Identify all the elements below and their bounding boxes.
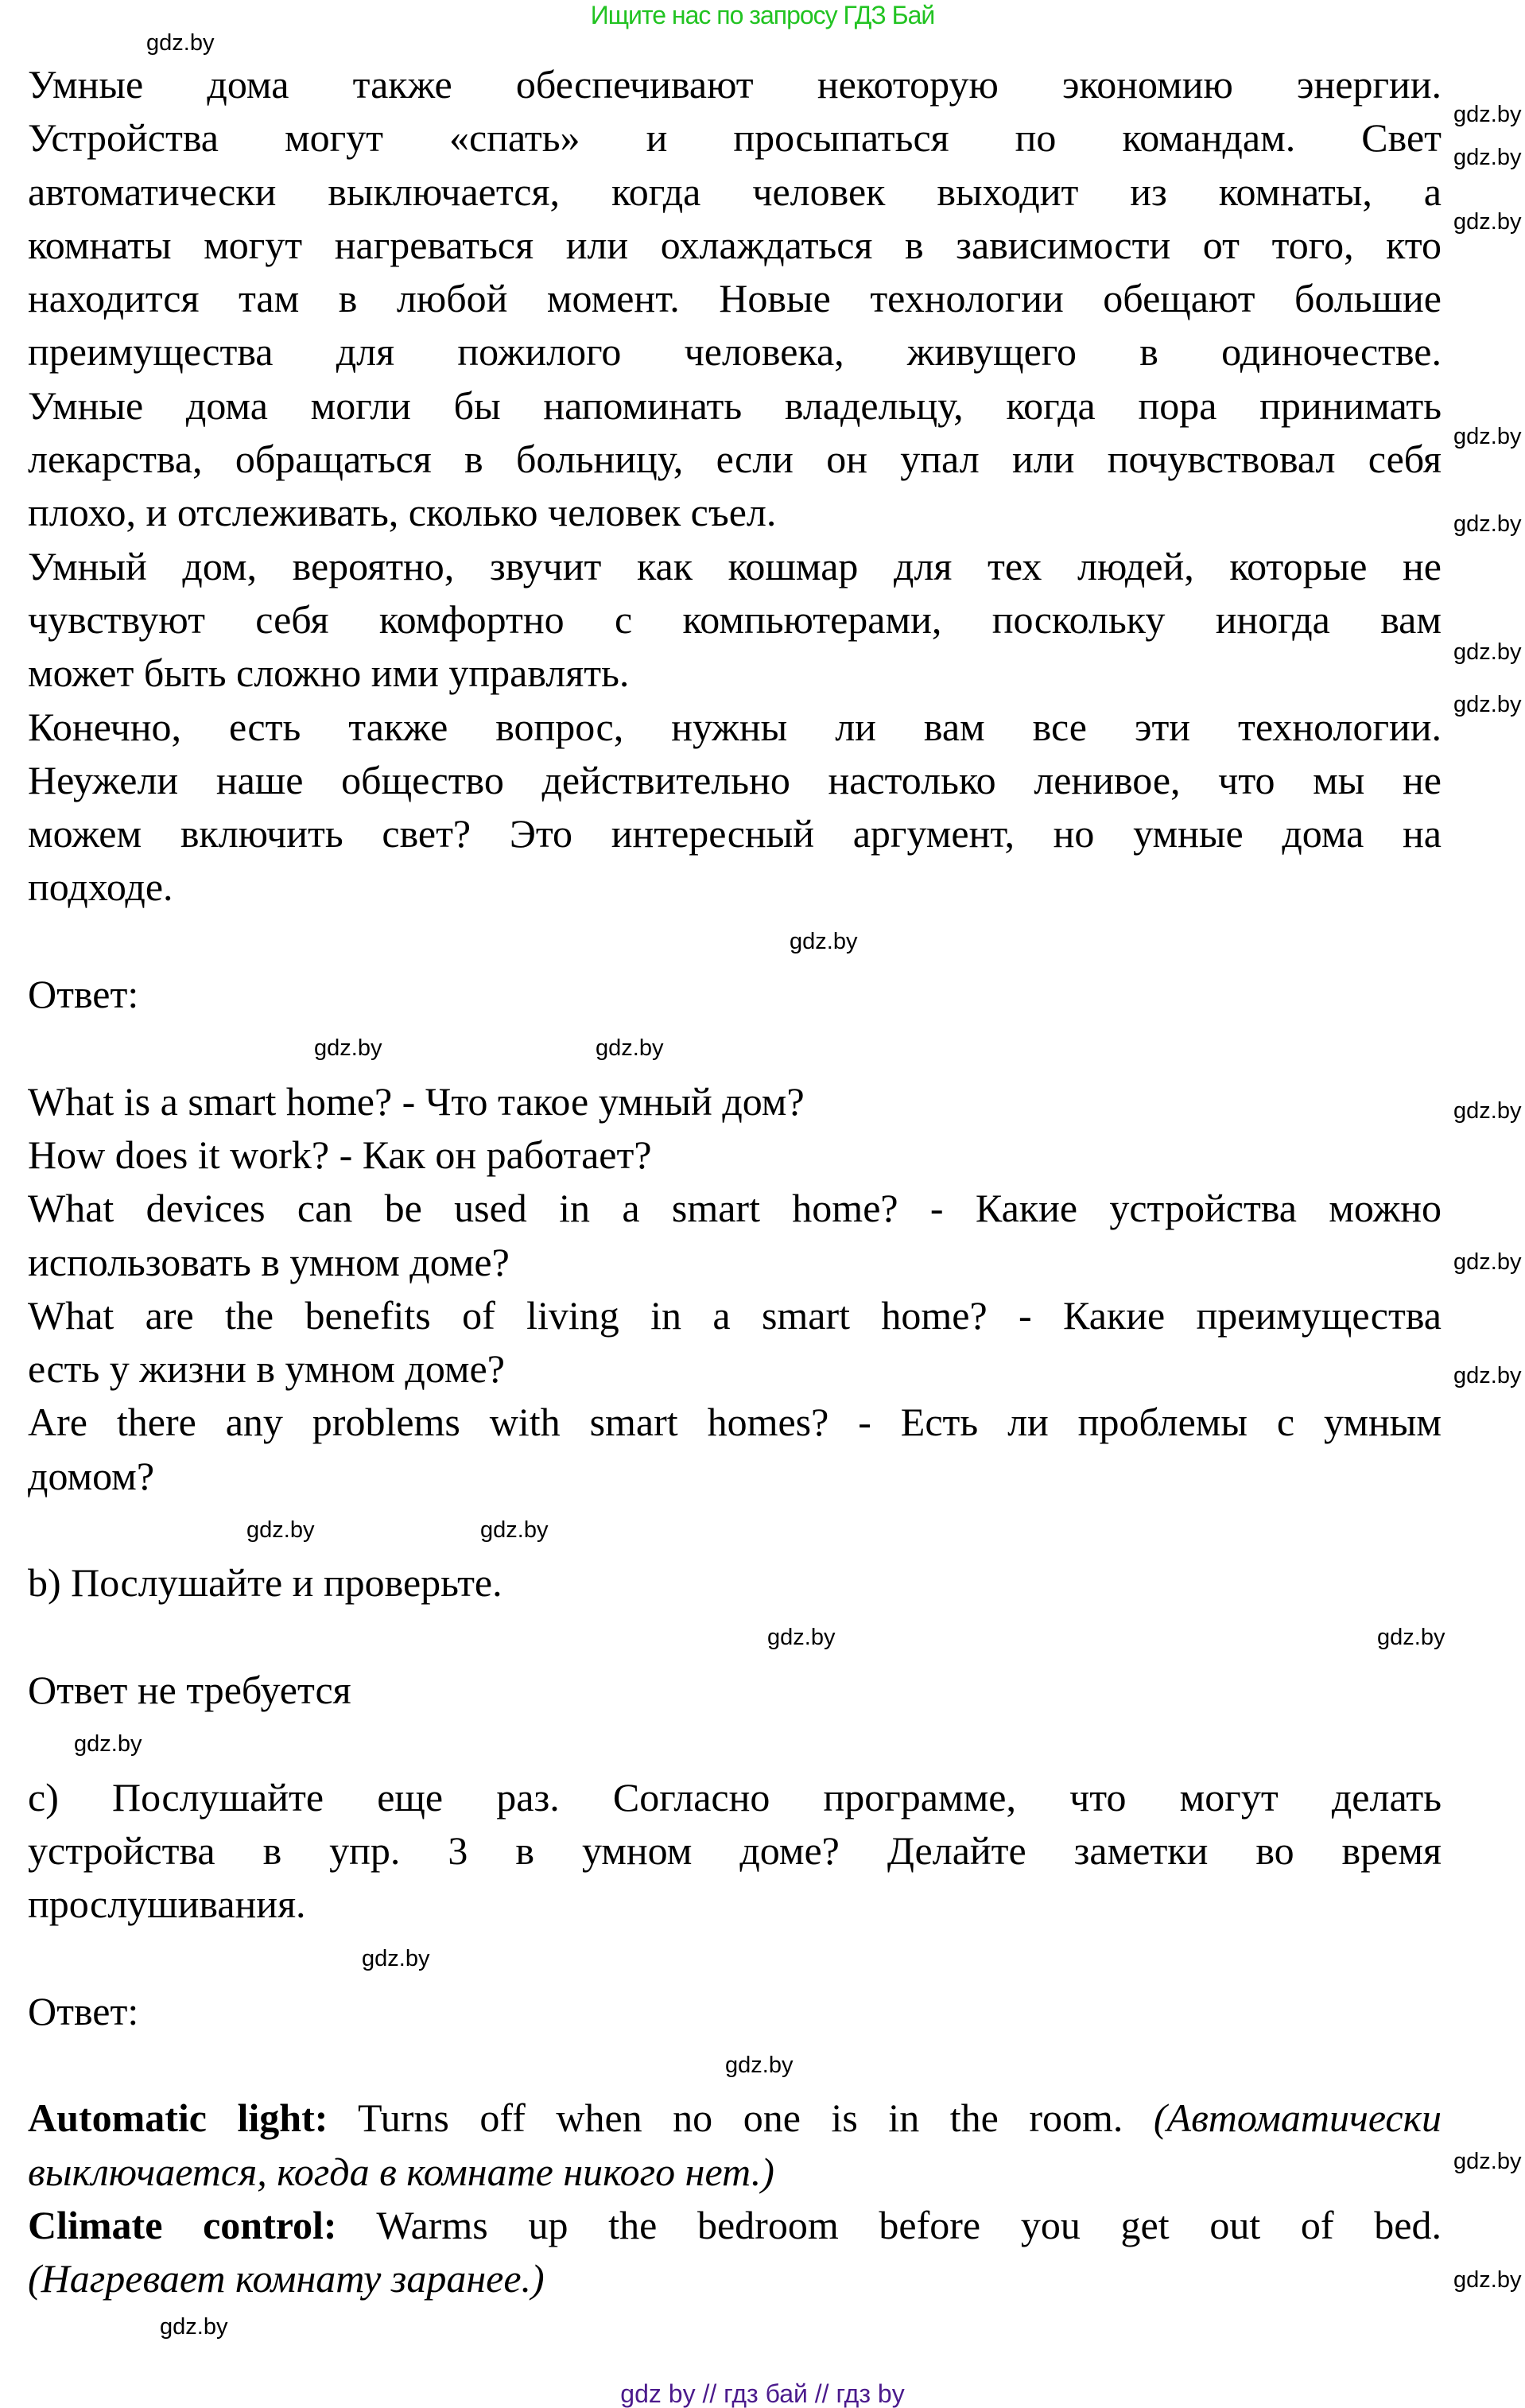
text-segment: How does it work? - Как он работает? [28, 1132, 652, 1177]
watermark-text: gdz.by [1453, 2149, 1522, 2174]
watermark-text: gdz.by [767, 1625, 836, 1650]
text-line [28, 2091, 1442, 2145]
text-line [28, 2199, 1442, 2252]
italic-translation: (Нагревает комнату заранее.) [28, 2256, 545, 2301]
text-line [28, 807, 1442, 860]
watermark-text: gdz.by [146, 30, 215, 56]
text-line [28, 379, 1442, 433]
text-line [28, 968, 1442, 1021]
text-line [28, 2146, 1442, 2199]
text-line [28, 111, 1442, 165]
watermark-text: gdz.by [246, 1517, 315, 1543]
italic-translation: (Автоматически [1153, 2095, 1442, 2141]
text-segment: есть у жизни в умном доме? [28, 1346, 505, 1392]
watermark-text: gdz.by [1453, 2267, 1522, 2293]
text-segment: может быть сложно ими управлять. [28, 651, 630, 696]
text-segment: Ответ: [28, 972, 139, 1017]
text-segment: What are the benefits of living in a smart home? - Какие преимущества [28, 1292, 1442, 1338]
text-line [28, 593, 1442, 647]
text-segment: Умные дома могли бы напоминать владельцу, когда пора принимать [28, 383, 1442, 428]
text-line [28, 58, 1442, 111]
text-line [28, 272, 1442, 325]
search-hint-header[interactable]: Ищите нас по запросу ГДЗ Бай [590, 1, 935, 29]
blank-line [28, 1021, 1442, 1074]
text-segment: b) Послушайте и проверьте. [28, 1560, 503, 1606]
watermark-text: gdz.by [314, 1035, 382, 1061]
text-segment: Are there any problems with smart homes? - Есть ли проблемы с умным [28, 1400, 1442, 1445]
text-line [28, 165, 1442, 219]
text-segment: домом? [28, 1453, 155, 1498]
text-line [28, 433, 1442, 486]
footer-links[interactable]: gdz by // гдз бай // гдз by [620, 2379, 905, 2408]
text-segment: можем включить свет? Это интересный аргумент, но умные дома на [28, 811, 1442, 856]
text-line [28, 1128, 1442, 1182]
blank-line [28, 1931, 1442, 1984]
text-line [28, 1075, 1442, 1128]
text-segment: комнаты могут нагреваться или охлаждаться в зависимости от того, кто [28, 222, 1442, 267]
watermark-text: gdz.by [1377, 1625, 1445, 1650]
text-segment: Конечно, есть также вопрос, нужны ли вам все эти технологии. [28, 704, 1442, 749]
text-line [28, 754, 1442, 807]
text-segment: Ответ не требуется [28, 1667, 351, 1712]
text-segment: чувствуют себя комфортно с компьютерами, поскольку иногда вам [28, 596, 1442, 642]
watermark-text: gdz.by [1453, 424, 1522, 449]
text-segment: Умные дома также обеспечивают некоторую экономию энергии. [28, 62, 1442, 107]
text-line [28, 1878, 1442, 1931]
text-line [28, 701, 1442, 754]
text-segment: c) Послушайте еще раз. Согласно программе, что могут делать [28, 1774, 1442, 1820]
bold-term: Climate control: [28, 2202, 337, 2247]
blank-line [28, 1610, 1442, 1664]
text-line [28, 1556, 1442, 1610]
watermark-text: gdz.by [480, 1517, 549, 1543]
text-segment: Warms up the bedroom before you get out of bed. [336, 2202, 1442, 2247]
watermark-text: gdz.by [1453, 1098, 1522, 1124]
text-segment: использовать в умном доме? [28, 1239, 510, 1284]
blank-line [28, 1717, 1442, 1770]
text-segment: Ответ: [28, 1988, 139, 2033]
watermark-text: gdz.by [160, 2314, 228, 2340]
text-segment: подходе. [28, 864, 173, 910]
text-segment: Устройства могут «спать» и просыпаться по командам. Свет [28, 115, 1442, 161]
watermark-text: gdz.by [74, 1731, 142, 1757]
text-line [28, 860, 1442, 914]
document-body [28, 58, 1442, 2305]
text-segment: прослушивания. [28, 1882, 306, 1927]
text-line [28, 1771, 1442, 1824]
text-segment: автоматически выключается, когда человек выходит из комнаты, а [28, 169, 1442, 214]
watermark-text: gdz.by [1453, 511, 1522, 537]
text-line [28, 219, 1442, 272]
text-line [28, 1396, 1442, 1449]
text-segment: плохо, и отслеживать, сколько человек съел. [28, 490, 777, 535]
watermark-text: gdz.by [1453, 692, 1522, 717]
watermark-text: gdz.by [1453, 209, 1522, 235]
text-line [28, 1289, 1442, 1342]
watermark-text: gdz.by [1453, 102, 1522, 127]
watermark-text: gdz.by [596, 1035, 664, 1061]
text-line [28, 1985, 1442, 2038]
text-segment: Turns off when no one is in the room. [328, 2095, 1154, 2141]
text-segment: находится там в любой момент. Новые технологии обещают большие [28, 276, 1442, 321]
text-line [28, 647, 1442, 700]
watermark-text: gdz.by [1453, 145, 1522, 170]
text-line [28, 486, 1442, 539]
text-segment: Умный дом, вероятно, звучит как кошмар для тех людей, которые не [28, 543, 1442, 588]
watermark-text: gdz.by [725, 2053, 794, 2078]
text-segment: лекарства, обращаться в больницу, если он упал или почувствовал себя [28, 437, 1442, 482]
watermark-text: gdz.by [1453, 1249, 1522, 1275]
bold-term: Automatic light: [28, 2095, 328, 2141]
watermark-text: gdz.by [790, 929, 858, 954]
text-line [28, 1824, 1442, 1878]
text-line [28, 1450, 1442, 1503]
text-line [28, 1664, 1442, 1717]
text-segment: устройства в упр. 3 в умном доме? Делайте заметки во время [28, 1827, 1442, 1873]
watermark-text: gdz.by [362, 1946, 430, 1971]
text-line [28, 1182, 1442, 1235]
text-segment: преимущества для пожилого человека, живущего в одиночестве. [28, 329, 1442, 375]
text-line [28, 325, 1442, 379]
italic-translation: выключается, когда в комнате никого нет.) [28, 2149, 774, 2194]
text-segment: What is a smart home? - Что такое умный дом? [28, 1078, 805, 1124]
text-segment: What devices can be used in a smart home? - Какие устройства можно [28, 1186, 1442, 1231]
blank-line [28, 1503, 1442, 1556]
text-line [28, 1342, 1442, 1396]
text-line [28, 2252, 1442, 2305]
text-line [28, 1236, 1442, 1289]
watermark-text: gdz.by [1453, 639, 1522, 665]
text-line [28, 540, 1442, 593]
text-segment: Неужели наше общество действительно настолько ленивое, что мы не [28, 757, 1442, 802]
blank-line [28, 915, 1442, 968]
watermark-text: gdz.by [1453, 1363, 1522, 1388]
